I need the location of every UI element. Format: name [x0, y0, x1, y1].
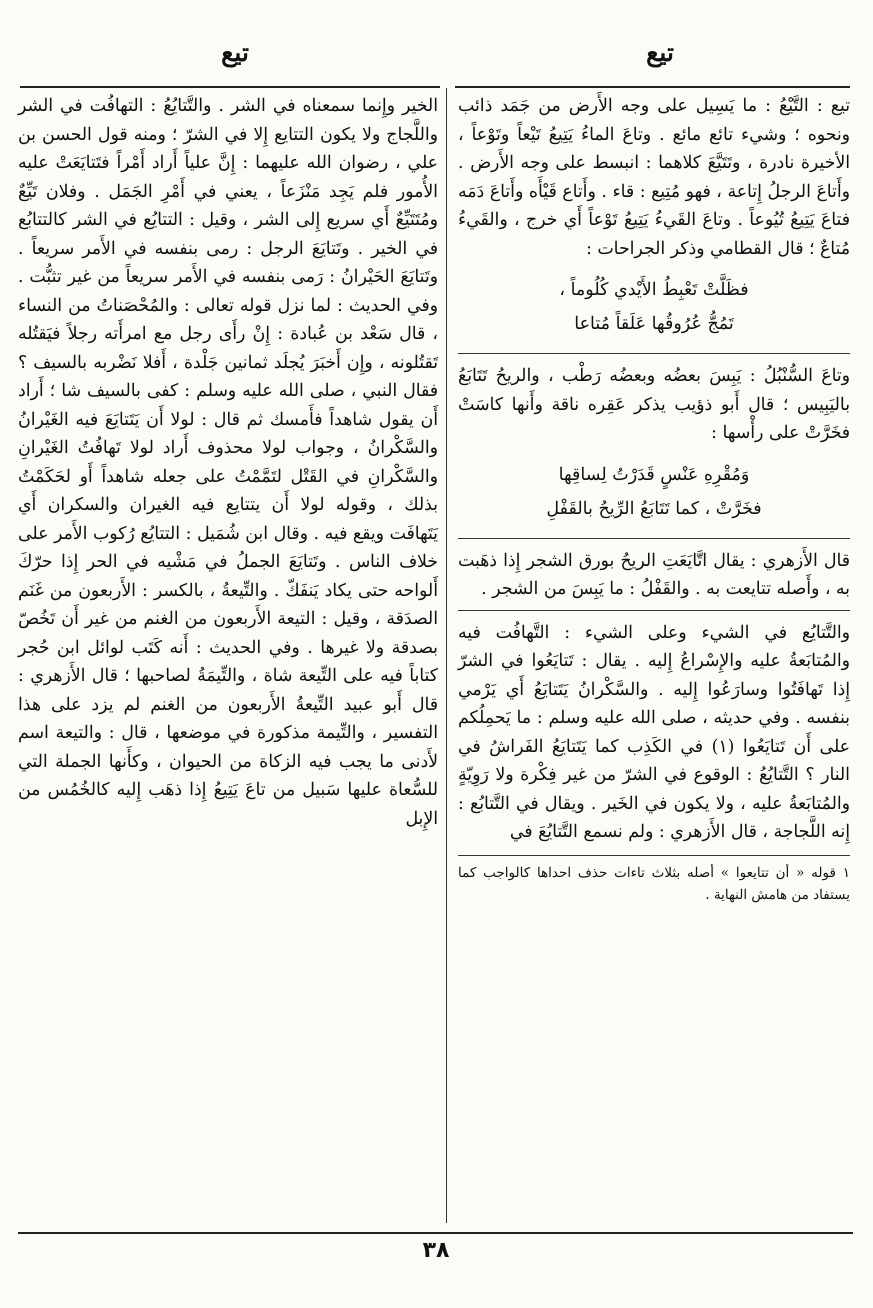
page-number: ٣٨ [422, 1238, 450, 1263]
verse-abu-dhuayb [458, 458, 850, 526]
footnote: ١ قوله « أن تتايعوا » أصله بثلاث تاءات حذف احداها كالواجب كما يستفاد من هامش النهاية . [458, 864, 850, 903]
column-divider [446, 88, 447, 1223]
verse-qatami [458, 273, 850, 341]
verse-line: تَمُجُّ عُرُوقُها عَلَقاً مُتاعا [574, 314, 734, 334]
footnote-divider [458, 855, 850, 856]
verse-line: فخَرَّتْ ، كما تَتَابَعُ الرِّيحُ بالقَفْلِ [546, 498, 762, 519]
entry-continuation: الخير وإِنما سمعناه في الشر . والتَّتايُعُ : التهافُت في الشر واللَّجاج ولا يكون التتايع إِلا في الشرّ ؛ ومنه قول الحسن بن علي ، رضوان الله عليهما : إِنَّ علياً أَراد أَمْراً فتَتايَعَتْ عليه الأُمور فلم يَجِد مَنْزَعاً ، يعني في أَمْرِ الجَمَل . وفلان تَيِّعٌ ومُتَتَيِّعٌ أَي سريع إِلى الشر ، وقيل : التتايُع في الشر كالتتابُع في الخير . وتَتايَعَ الرجل : رمى بنفسه في الأَمر سريعاً . وتَتايَعَ الحَيْرانُ : رَمى بنفسه في الأَمر سريعاً من غير تثبُّت . وفي الحديث : لما نزل قوله تعالى : والمُحْصَناتُ من النساء ، قال سَعْد بن عُبادة : إِنْ رأَى رجل مع امرأَته رجلاً فيَقتُله تَقتُلونه ، وإِن أَخبَرَ يُجلَد ثمانين جَلْدة ، أَفلا نَضْربه بالسيف ؟ فقال النبي ، صلى الله عليه وسلم : كفى بالسيف شا ؛ أَراد أَن يقول شاهداً فأَمسك ثم قال : لولا أَن يَتَتايَعَ فيه الغَيْرانُ والسَّكْرانُ ، وجواب لولا محذوف أَراد لولا تَهافُتُ الغَيْرانِ والسَّكْرانِ في القَتْل لتَمَّمْتُ على جعله شاهداً أَو لحَكَمْتُ بذلك ، وقوله لولا أَن يتتايع فيه الغيران والسكران أَي يَتَهافَت ويقع فيه . وقال ابن شُمَيل : التتايُع رُكوب الأَمر على خلاف الناس . وتَتايَعَ الجملُ في مَشْيه في الحر إِذا حرّكَ أَلواحه حتى يكاد يَنفَكّ . والتِّيعةُ ، بالكسر : الأَربعون من غَنَم الصدَقة ، وقيل : التيعة الأَربعون من الغنم من غير أَن تَخُصّ بصدقة ولا غيرها . وفي الحديث : أَنه كَتَب لوائل ابن حُجر كتاباً فيه على التِّيعة شاة ، والتِّيمَةُ لصاحبها ؛ قال الأَزهري : قال أَبو عبيد التِّيعةُ الأَربعون من الغنم لم يزد على هذا التفسير ، والتِّيمة مذكورة في موضعها ، قال : والتيعة اسم لأَدنى ما يجب فيه الزكاة من الحيوان ، وكأَنها الجملة التي للسُّعاة عليها سَبيل من تاعَ يَتِيعُ إِذا ذهَب إِليه كالخُمُس من الإِبل [18, 96, 438, 829]
running-header-left: تيع [221, 38, 249, 67]
entry-tatayu: والتَّتايُع في الشيء وعلى الشيء : التَّهافُت فيه والمُتابَعةُ عليه والإِسْراعُ إِليه . يقال : تَتايَعُوا في الشرّ إِذا تَهافَتُوا وسارَعُوا إِليه . والسَّكْرانُ يَتَتايَعُ أَي يَرْمي بنفسه . وفي حديثه ، صلى الله عليه وسلم : ما يَحمِلُكم على أَن تَتايَعُوا (١) في الكَذِب كما يَتَتايَعُ الفَراشُ في النار ؟ التَّتايُعُ : الوقوع في الشرّ من غير فِكْرة ولا رَوِيّةٍ والمُتابَعةُ عليه ، ولا يكون في الخَير . ويقال في التَّتابُع : إِنه اللَّجاجة ، قال الأَزهري : ولم نسمع التَّتايُعَ في [458, 622, 850, 842]
entry-azhari: قال الأَزهري : يقال اتَّايَعَتِ الريحُ بورق الشجر إِذا ذهَبت به ، وأَصله تتايعت به . والقَفْلُ : ما يَبِسَ من الشجر . [458, 550, 850, 599]
running-header-right: تيع [646, 38, 674, 67]
footer-rule [18, 1232, 853, 1234]
section-divider [458, 610, 850, 611]
entry-tayaa: تيع : التَّيْعُ : ما يَسِيل على وجه الأَرض من جَمَد ذائب ونحوه ؛ وشيء تائع مائع . وتاعَ الماءُ يَتِيعُ تَيْعاً وتَوْعاً ، الأخيرة نادرة ، وتَتَيَّعَ كلاهما : انبسط على وجه الأَرض . وأَتاعَ الرجلُ إِتاعة ، فهو مُتِيع : قاء . وأَتاع قَيْأَه وأَتاعَ دَمَه فتاعَ يَتِيعُ تُيُوعاً . وتاعَ القَيءُ يَتِيعُ تَوْعاً أَي خرج ، والقَيءُ مُتاعٌ ؛ قال القطامي وذكر الجراحات : [458, 96, 850, 259]
left-column [18, 92, 438, 833]
header-rule-left [20, 86, 440, 88]
section-divider [458, 353, 850, 354]
verse-line: وَمُقْرِهِ عَنْسٍ قَدَرْتُ لِساقِها [558, 464, 750, 485]
header-rule-right [455, 86, 850, 88]
entry-sunbul: وتاعَ السُّنْبُلُ : يَبِسَ بعضُه وبعضُه رَطْب ، والريحُ تَتَابَعُ باليَبِيس ؛ قال أَبو ذؤيب يذكر عَقِره ناقة وأَنها كاسَتْ فخَرَّتْ على رأْسها : [458, 366, 850, 443]
verse-line: فظَلَّتْ تَعْبِطُ الأَيْدي كُلُوماً ، [559, 280, 749, 300]
section-divider [458, 538, 850, 539]
right-column [458, 92, 850, 906]
